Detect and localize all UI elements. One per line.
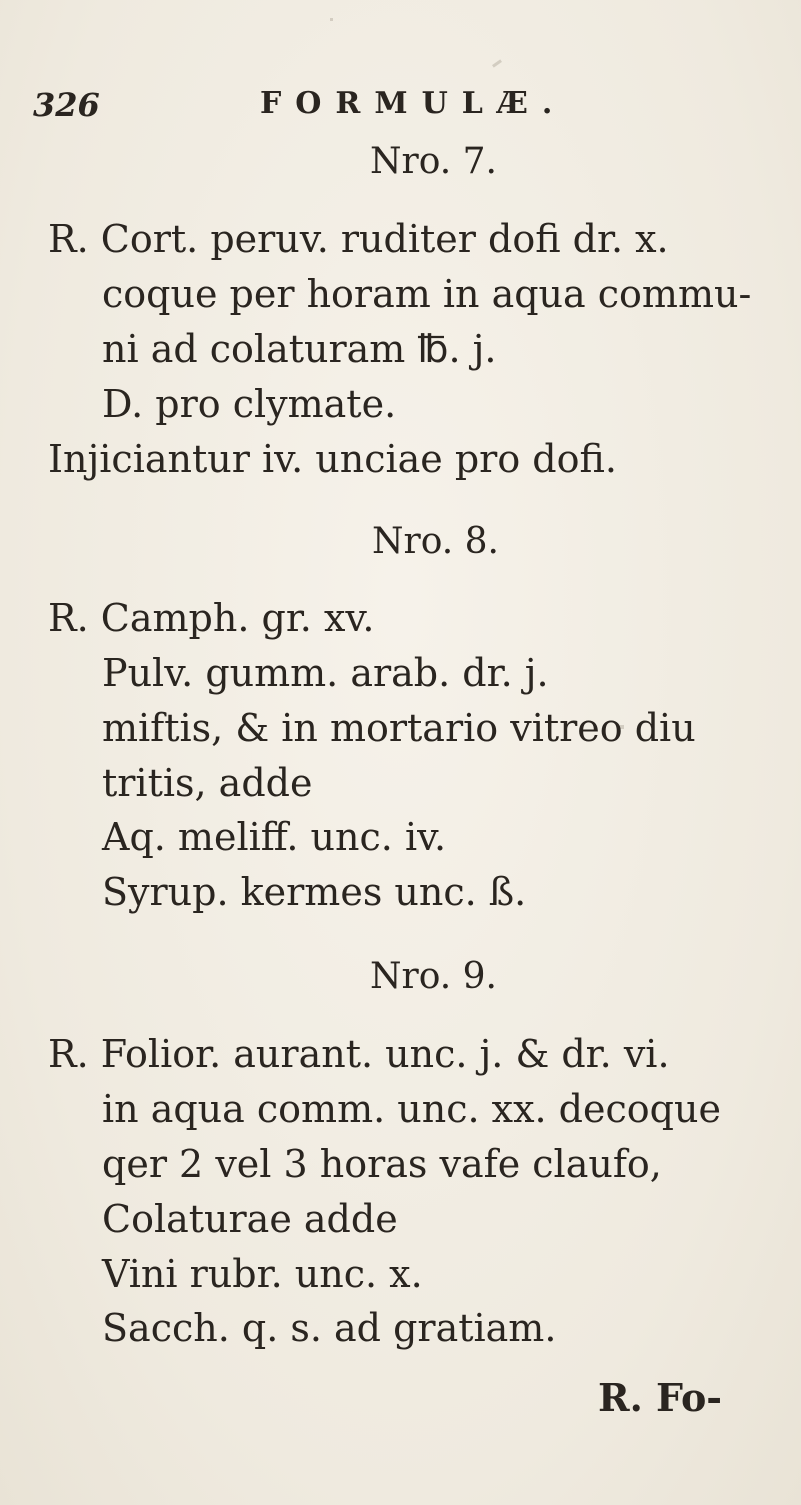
text-line: D. pro clymate. [102,382,397,426]
text-line: Sacch. q. s. ad gratiam. [102,1306,557,1350]
text-line: Vini rubr. unc. x. [102,1252,423,1296]
text-line: Syrup. kermes unc. ß. [102,870,527,914]
text-line: in aqua comm. unc. xx. decoque [102,1087,721,1131]
text-line: Colaturae adde [102,1197,398,1241]
text-line: Injiciantur iv. unciae pro dofi. [48,437,617,481]
section-heading: Nro. 9. [370,956,497,997]
text-line: qer 2 vel 3 horas vafe claufo, [102,1142,662,1186]
text-line: coque per horam in aqua commu- [102,272,752,316]
text-line: Aq. meliff. unc. iv. [102,815,447,859]
running-title: FORMULÆ. [260,86,567,121]
text-line: miftis, & in mortario vitreo diu [102,706,696,750]
ink-speck [492,59,502,67]
section-heading: Nro. 7. [370,141,497,182]
text-line: R. Folior. aurant. unc. j. & dr. vi. [48,1032,670,1076]
text-line: ni ad colaturam ℔. j. [102,327,497,371]
ink-speck [330,18,333,21]
text-line: tritis, adde [102,761,313,805]
catchword: R. Fo- [598,1375,723,1420]
text-line: R. Cort. peruv. ruditer dofi dr. x. [48,217,669,261]
section-heading: Nro. 8. [372,521,499,562]
text-line: Pulv. gumm. arab. dr. j. [102,651,549,695]
text-line: R. Camph. gr. xv. [48,596,375,640]
page-number: 326 [33,86,100,124]
